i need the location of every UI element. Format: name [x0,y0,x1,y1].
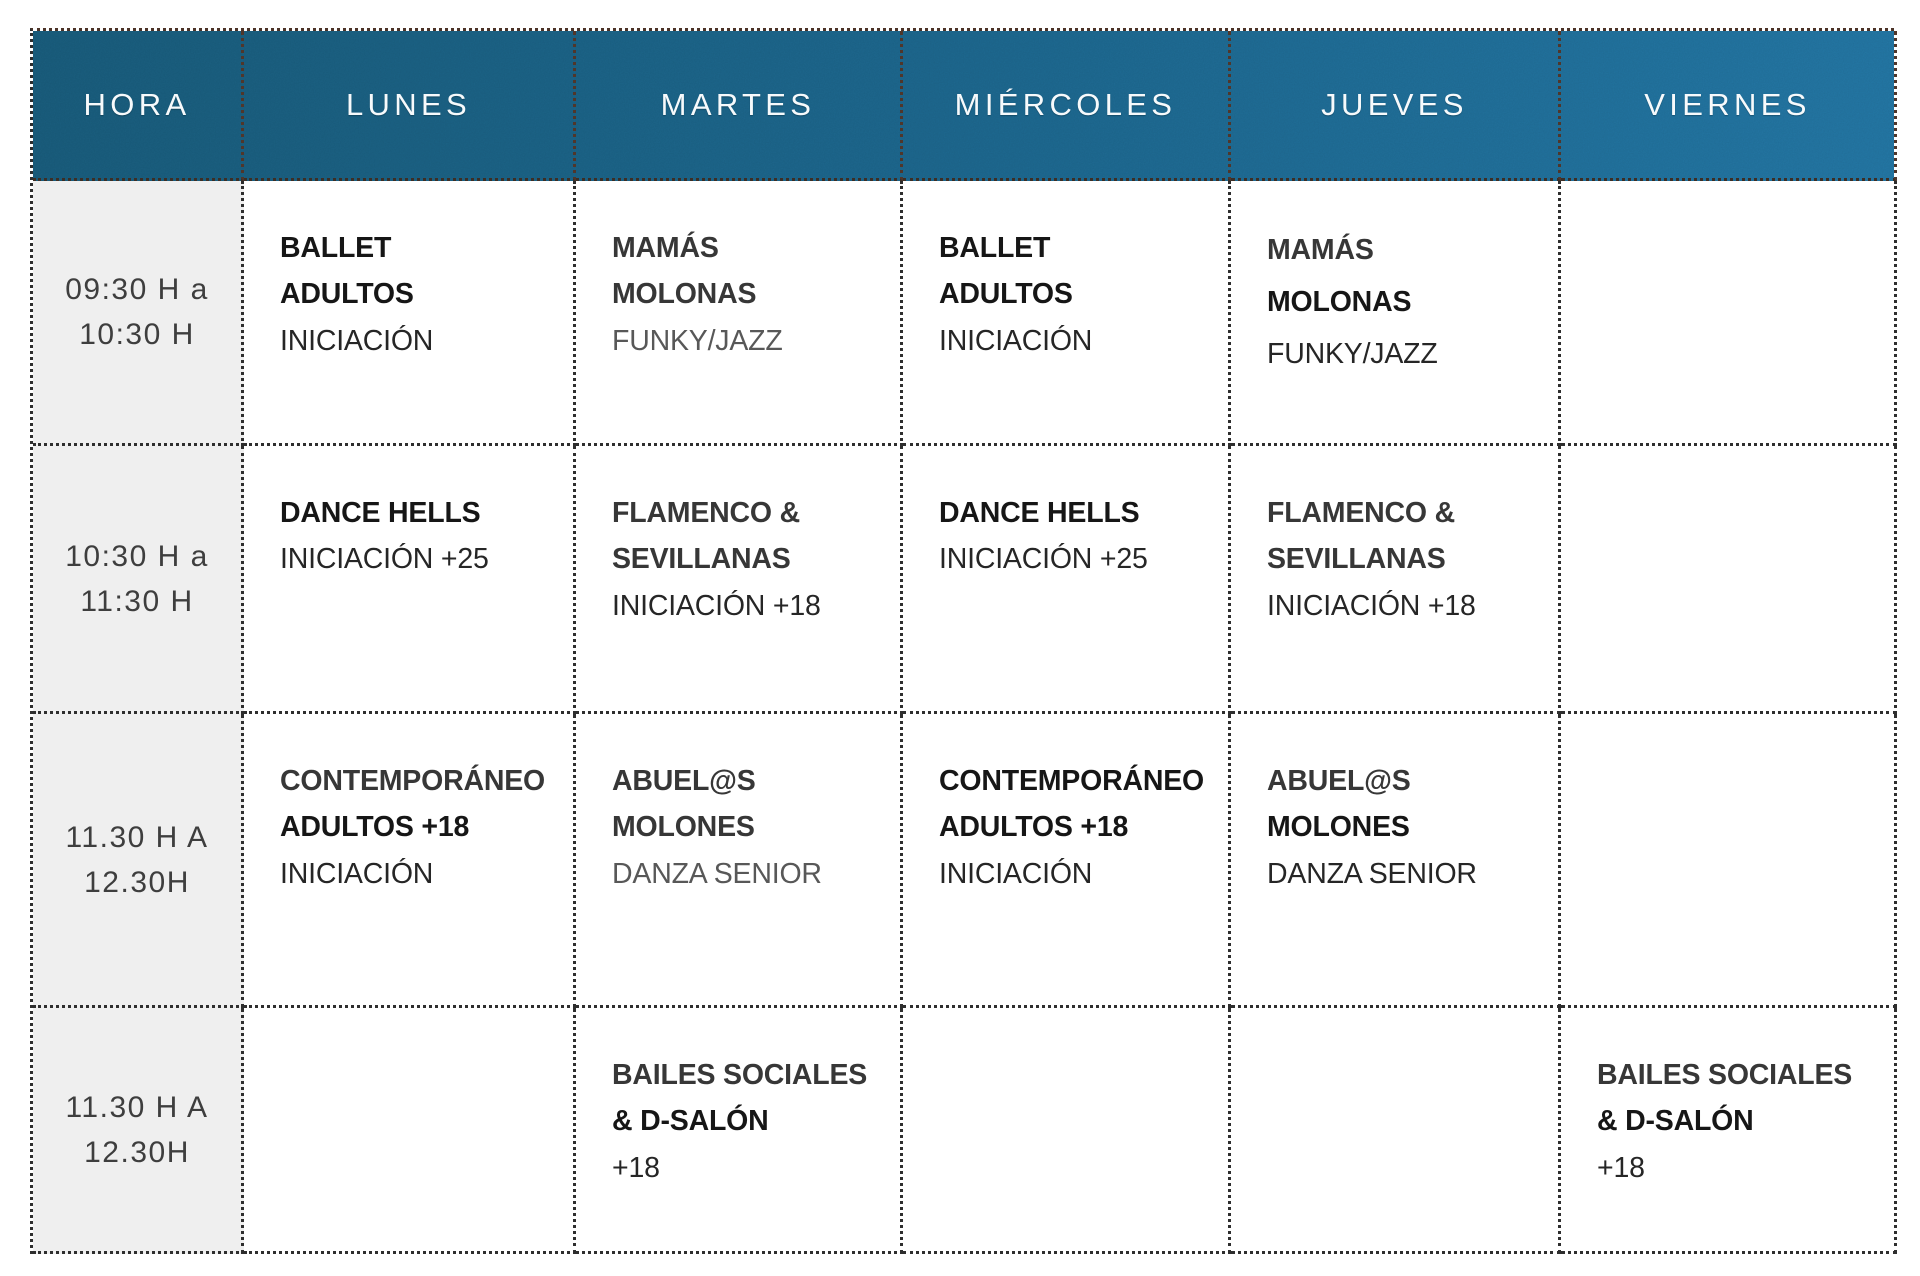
time-slot-1130b [33,1008,244,1254]
class-subtitle: INICIACIÓN +18 [1267,589,1476,622]
class-title: ADULTOS [280,278,414,311]
schedule-table [30,28,1894,1254]
class-title: SEVILLANAS [1267,543,1446,576]
class-title: MOLONES [1267,811,1410,844]
class-cell-viernes-1130-empty [1561,714,1897,1008]
class-title: CONTEMPORÁNEO [280,765,545,797]
header-lunes: LUNES [244,31,576,181]
class-title: ADULTOS +18 [280,811,470,844]
class-subtitle: INICIACIÓN [280,324,434,357]
class-cell-miercoles-1130b-empty [903,1008,1231,1254]
class-cell-lunes-1130b-empty [244,1008,576,1254]
class-title: MAMÁS [1267,234,1374,266]
class-title: MOLONES [612,811,755,844]
class-title: ABUEL@S [1267,765,1411,797]
class-title: & D-SALÓN [612,1105,769,1138]
class-cell-martes-1130b [576,1008,903,1254]
header-hora: HORA [33,31,244,181]
time-slot-1030 [33,446,244,714]
header-row [33,31,1894,181]
class-title: SEVILLANAS [612,543,791,576]
time-slot-1130 [33,714,244,1008]
schedule-row-1130 [33,714,1894,1008]
class-subtitle: INICIACIÓN +25 [280,543,489,576]
class-cell-miercoles-1030 [903,446,1231,714]
class-subtitle: +18 [1597,1151,1645,1184]
class-cell-martes-0930 [576,181,903,446]
schedule-row-1130b [33,1008,1894,1254]
header-viernes: VIERNES [1561,31,1897,181]
header-martes: MARTES [576,31,903,181]
class-title: DANCE HELLS [280,497,481,529]
class-cell-jueves-1130b-empty [1231,1008,1561,1254]
time-line: 11.30 H A [65,820,209,854]
class-subtitle: DANZA SENIOR [612,857,822,890]
class-cell-lunes-1130 [244,714,576,1008]
class-cell-jueves-1030 [1231,446,1561,714]
class-cell-martes-1130 [576,714,903,1008]
class-title: CONTEMPORÁNEO [939,765,1204,797]
class-cell-viernes-1030-empty [1561,446,1897,714]
class-cell-lunes-0930 [244,181,576,446]
class-subtitle: INICIACIÓN +25 [939,543,1148,576]
schedule-row-1030 [33,446,1894,714]
class-subtitle: INICIACIÓN [939,324,1093,357]
header-miercoles: MIÉRCOLES [903,31,1231,181]
class-cell-lunes-1030 [244,446,576,714]
class-title: & D-SALÓN [1597,1105,1754,1138]
class-title: BAILES SOCIALES [1597,1059,1853,1091]
class-title: BALLET [939,232,1051,264]
class-subtitle: INICIACIÓN [280,857,434,890]
class-title: ABUEL@S [612,765,756,797]
class-title: ADULTOS +18 [939,811,1129,844]
time-line: 11:30 H [80,584,194,618]
class-title: ADULTOS [939,278,1073,311]
class-title: MAMÁS [612,232,719,264]
class-subtitle: INICIACIÓN [939,857,1093,890]
class-title: FLAMENCO & [612,497,800,529]
class-cell-viernes-0930-empty [1561,181,1897,446]
class-title: BALLET [280,232,392,264]
class-cell-miercoles-1130 [903,714,1231,1008]
time-slot-0930 [33,181,244,446]
class-title: MOLONAS [1267,285,1412,318]
class-subtitle: INICIACIÓN +18 [612,589,821,622]
class-cell-jueves-1130 [1231,714,1561,1008]
class-title: FLAMENCO & [1267,497,1455,529]
class-cell-martes-1030 [576,446,903,714]
class-cell-miercoles-0930 [903,181,1231,446]
class-title: MOLONAS [612,278,757,311]
time-line: 12.30H [84,865,190,899]
class-cell-viernes-1130b [1561,1008,1897,1254]
time-line: 09:30 H a [65,273,209,306]
class-subtitle: FUNKY/JAZZ [1267,337,1438,370]
time-line: 10:30 H a [65,539,209,573]
time-line: 12.30H [84,1135,190,1169]
class-subtitle: FUNKY/JAZZ [612,324,783,357]
class-title: BAILES SOCIALES [612,1059,868,1091]
class-subtitle: DANZA SENIOR [1267,857,1477,890]
header-jueves: JUEVES [1231,31,1561,181]
schedule-row-0930 [33,181,1894,446]
class-subtitle: +18 [612,1151,660,1184]
class-title: DANCE HELLS [939,497,1140,529]
class-cell-jueves-0930 [1231,181,1561,446]
time-line: 11.30 H A [65,1090,209,1124]
time-line: 10:30 H [79,318,195,351]
